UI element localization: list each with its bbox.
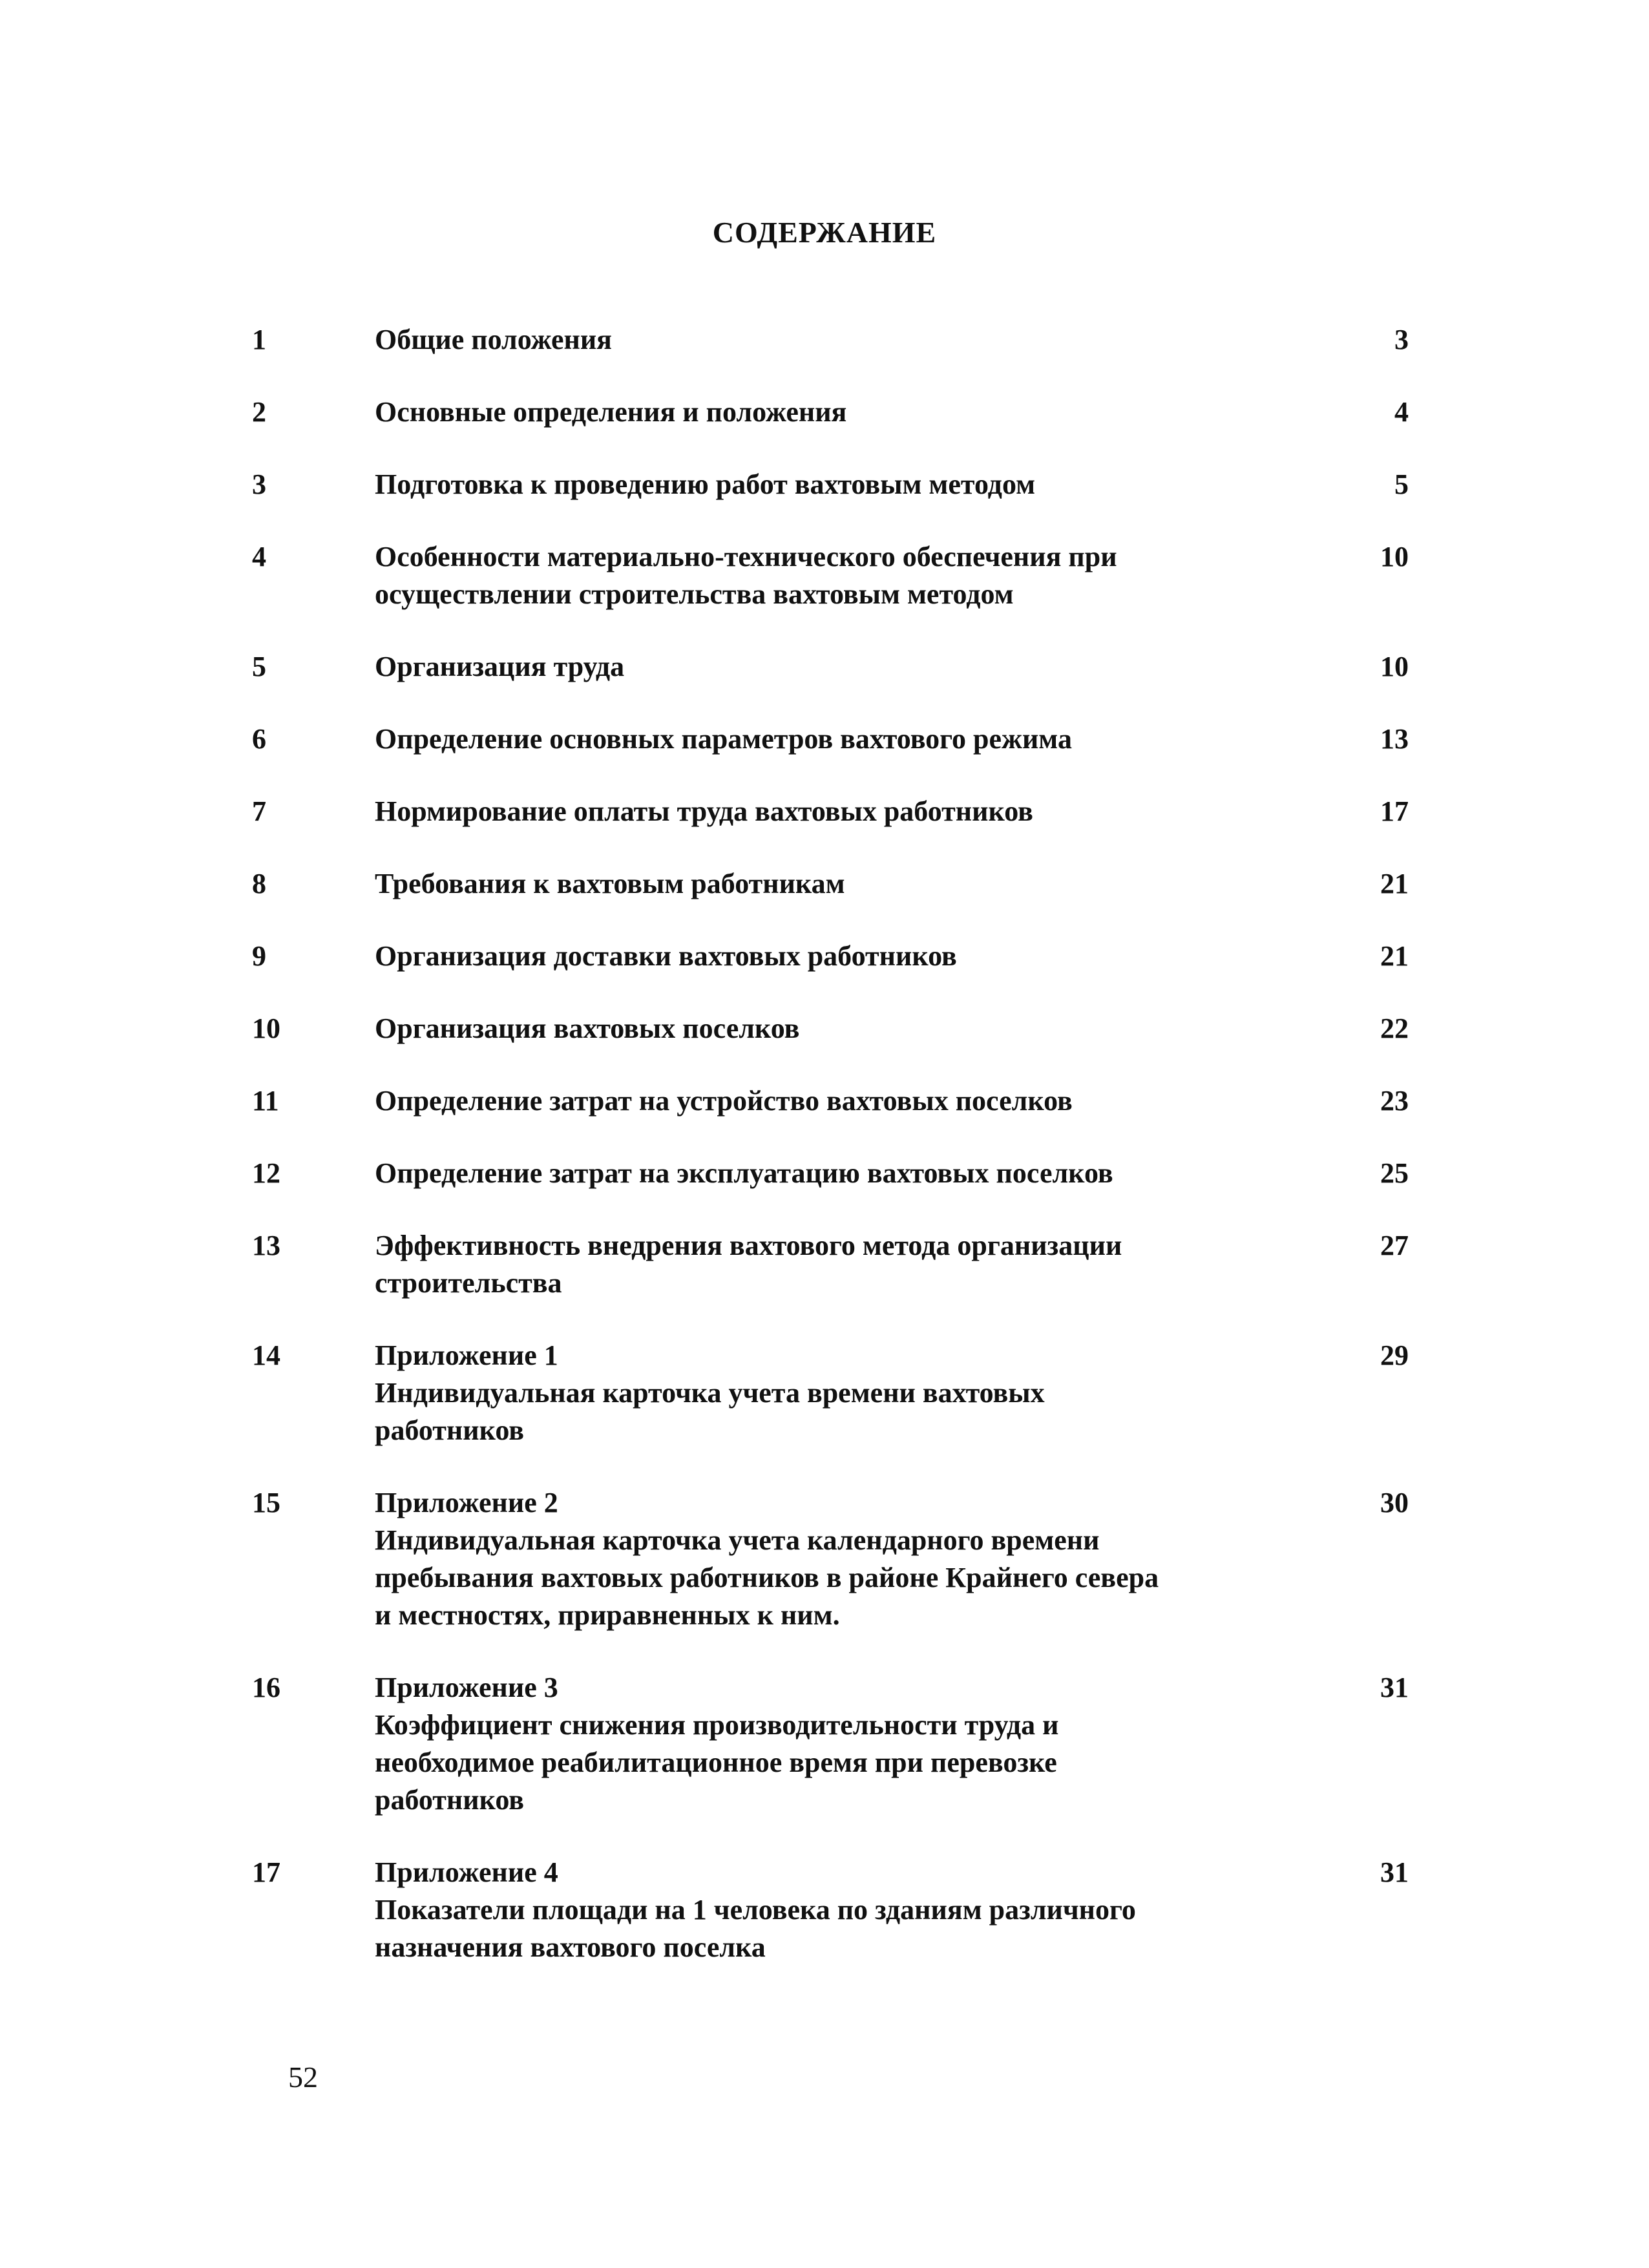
toc-entry-number: 10 xyxy=(252,1013,280,1044)
toc-entry-page: 3 xyxy=(1394,324,1409,355)
toc-entry-number: 7 xyxy=(252,795,266,827)
toc-entry xyxy=(246,538,1422,613)
toc-entry xyxy=(246,321,1422,359)
toc-entry-title-line: Показатели площади на 1 человека по зданиям различного xyxy=(375,1894,1136,1926)
toc-entry-page: 25 xyxy=(1380,1157,1409,1189)
toc-entry-title-line: Приложение 1 xyxy=(375,1339,558,1371)
table-of-contents xyxy=(246,321,1422,2001)
toc-entry xyxy=(246,1854,1422,1966)
toc-entry-title xyxy=(375,394,1279,431)
toc-entry-title-line: Подготовка к проведению работ вахтовым методом xyxy=(375,468,1036,500)
toc-entry xyxy=(246,1337,1422,1449)
toc-entry-number: 8 xyxy=(252,868,266,899)
toc-entry-title-line: назначения вахтового поселка xyxy=(375,1931,766,1963)
toc-entry-title-line: Индивидуальная карточка учета времени вахтовых xyxy=(375,1377,1045,1409)
toc-entry-page: 13 xyxy=(1380,723,1409,755)
toc-entry-number: 2 xyxy=(252,396,266,428)
toc-entry-title xyxy=(375,1082,1279,1120)
toc-entry-title-line: Коэффициент снижения производительности труда и xyxy=(375,1709,1059,1741)
toc-entry-title-line: работников xyxy=(375,1414,525,1446)
toc-entry-title-line: Индивидуальная карточка учета календарного времени xyxy=(375,1524,1100,1556)
toc-entry-page: 17 xyxy=(1380,795,1409,827)
toc-entry-number: 12 xyxy=(252,1157,280,1189)
toc-entry-page: 27 xyxy=(1380,1230,1409,1261)
toc-entry-number: 1 xyxy=(252,324,266,355)
toc-entry-title xyxy=(375,1337,1279,1449)
toc-entry-title xyxy=(375,648,1279,686)
toc-entry-number: 15 xyxy=(252,1487,280,1518)
toc-entry-number: 17 xyxy=(252,1856,280,1888)
toc-entry xyxy=(246,1155,1422,1192)
toc-entry-number: 16 xyxy=(252,1672,280,1703)
toc-entry-page: 29 xyxy=(1380,1339,1409,1371)
toc-entry-number: 4 xyxy=(252,541,266,572)
toc-entry-title-line: работников xyxy=(375,1784,525,1816)
toc-entry-title-line: Приложение 2 xyxy=(375,1487,558,1518)
toc-entry-title-line: Определение основных параметров вахтового режима xyxy=(375,723,1072,755)
toc-entry-title-line: Приложение 4 xyxy=(375,1856,558,1888)
toc-entry xyxy=(246,720,1422,758)
toc-entry-title xyxy=(375,1155,1279,1192)
toc-entry-title xyxy=(375,1010,1279,1047)
toc-entry-title xyxy=(375,1854,1279,1966)
toc-entry-page: 10 xyxy=(1380,541,1409,572)
toc-entry-page: 30 xyxy=(1380,1487,1409,1518)
toc-entry xyxy=(246,938,1422,975)
toc-entry-title-line: пребывания вахтовых работников в районе Крайнего севера xyxy=(375,1562,1159,1593)
toc-entry-number: 6 xyxy=(252,723,266,755)
toc-entry-title-line: Определение затрат на эксплуатацию вахтовых поселков xyxy=(375,1157,1113,1189)
toc-entry-title-line: Приложение 3 xyxy=(375,1672,558,1703)
toc-entry-title-line: строительства xyxy=(375,1267,562,1299)
toc-entry-title-line: Особенности материально-технического обеспечения при xyxy=(375,541,1117,572)
toc-entry-title-line: и местностях, приравненных к ним. xyxy=(375,1599,840,1631)
toc-entry-title-line: Нормирование оплаты труда вахтовых работников xyxy=(375,795,1033,827)
toc-entry-title xyxy=(375,938,1279,975)
toc-entry-title xyxy=(375,1227,1279,1302)
toc-entry xyxy=(246,1227,1422,1302)
toc-entry-title xyxy=(375,1669,1279,1819)
page-title: СОДЕРЖАНИЕ xyxy=(712,216,937,249)
toc-entry-page: 21 xyxy=(1380,868,1409,899)
toc-entry-page: 31 xyxy=(1380,1672,1409,1703)
toc-entry-title-line: Требования к вахтовым работникам xyxy=(375,868,845,899)
toc-entry-title-line: Организация труда xyxy=(375,651,625,682)
toc-entry-page: 5 xyxy=(1394,468,1409,500)
toc-entry-number: 3 xyxy=(252,468,266,500)
toc-entry xyxy=(246,394,1422,431)
toc-entry-title xyxy=(375,865,1279,903)
toc-entry-page: 31 xyxy=(1380,1856,1409,1888)
page-number: 52 xyxy=(288,2061,318,2094)
toc-entry-number: 13 xyxy=(252,1230,280,1261)
toc-entry-title xyxy=(375,793,1279,830)
toc-entry-title xyxy=(375,1484,1279,1634)
toc-entry-title-line: Организация вахтовых поселков xyxy=(375,1013,800,1044)
toc-entry-page: 21 xyxy=(1380,940,1409,972)
toc-entry xyxy=(246,466,1422,503)
toc-entry-number: 11 xyxy=(252,1085,279,1117)
toc-entry-page: 23 xyxy=(1380,1085,1409,1117)
toc-entry-title-line: Эффективность внедрения вахтового метода организации xyxy=(375,1230,1122,1261)
toc-entry-number: 14 xyxy=(252,1339,280,1371)
toc-entry xyxy=(246,1669,1422,1819)
toc-entry-title-line: Общие положения xyxy=(375,324,612,355)
toc-entry xyxy=(246,793,1422,830)
toc-entry-page: 10 xyxy=(1380,651,1409,682)
toc-entry-number: 5 xyxy=(252,651,266,682)
toc-entry xyxy=(246,648,1422,686)
toc-entry-page: 4 xyxy=(1394,396,1409,428)
toc-entry-title xyxy=(375,720,1279,758)
toc-entry-number: 9 xyxy=(252,940,266,972)
toc-entry-page: 22 xyxy=(1380,1013,1409,1044)
toc-entry xyxy=(246,1082,1422,1120)
toc-entry-title xyxy=(375,321,1279,359)
toc-entry-title-line: Организация доставки вахтовых работников xyxy=(375,940,957,972)
toc-entry-title-line: необходимое реабилитационное время при перевозке xyxy=(375,1747,1057,1778)
toc-entry-title-line: Определение затрат на устройство вахтовых поселков xyxy=(375,1085,1073,1117)
toc-entry xyxy=(246,1010,1422,1047)
toc-entry-title-line: Основные определения и положения xyxy=(375,396,847,428)
toc-entry-title xyxy=(375,538,1279,613)
toc-entry xyxy=(246,865,1422,903)
toc-entry-title xyxy=(375,466,1279,503)
toc-entry xyxy=(246,1484,1422,1634)
toc-entry-title-line: осуществлении строительства вахтовым методом xyxy=(375,578,1014,610)
